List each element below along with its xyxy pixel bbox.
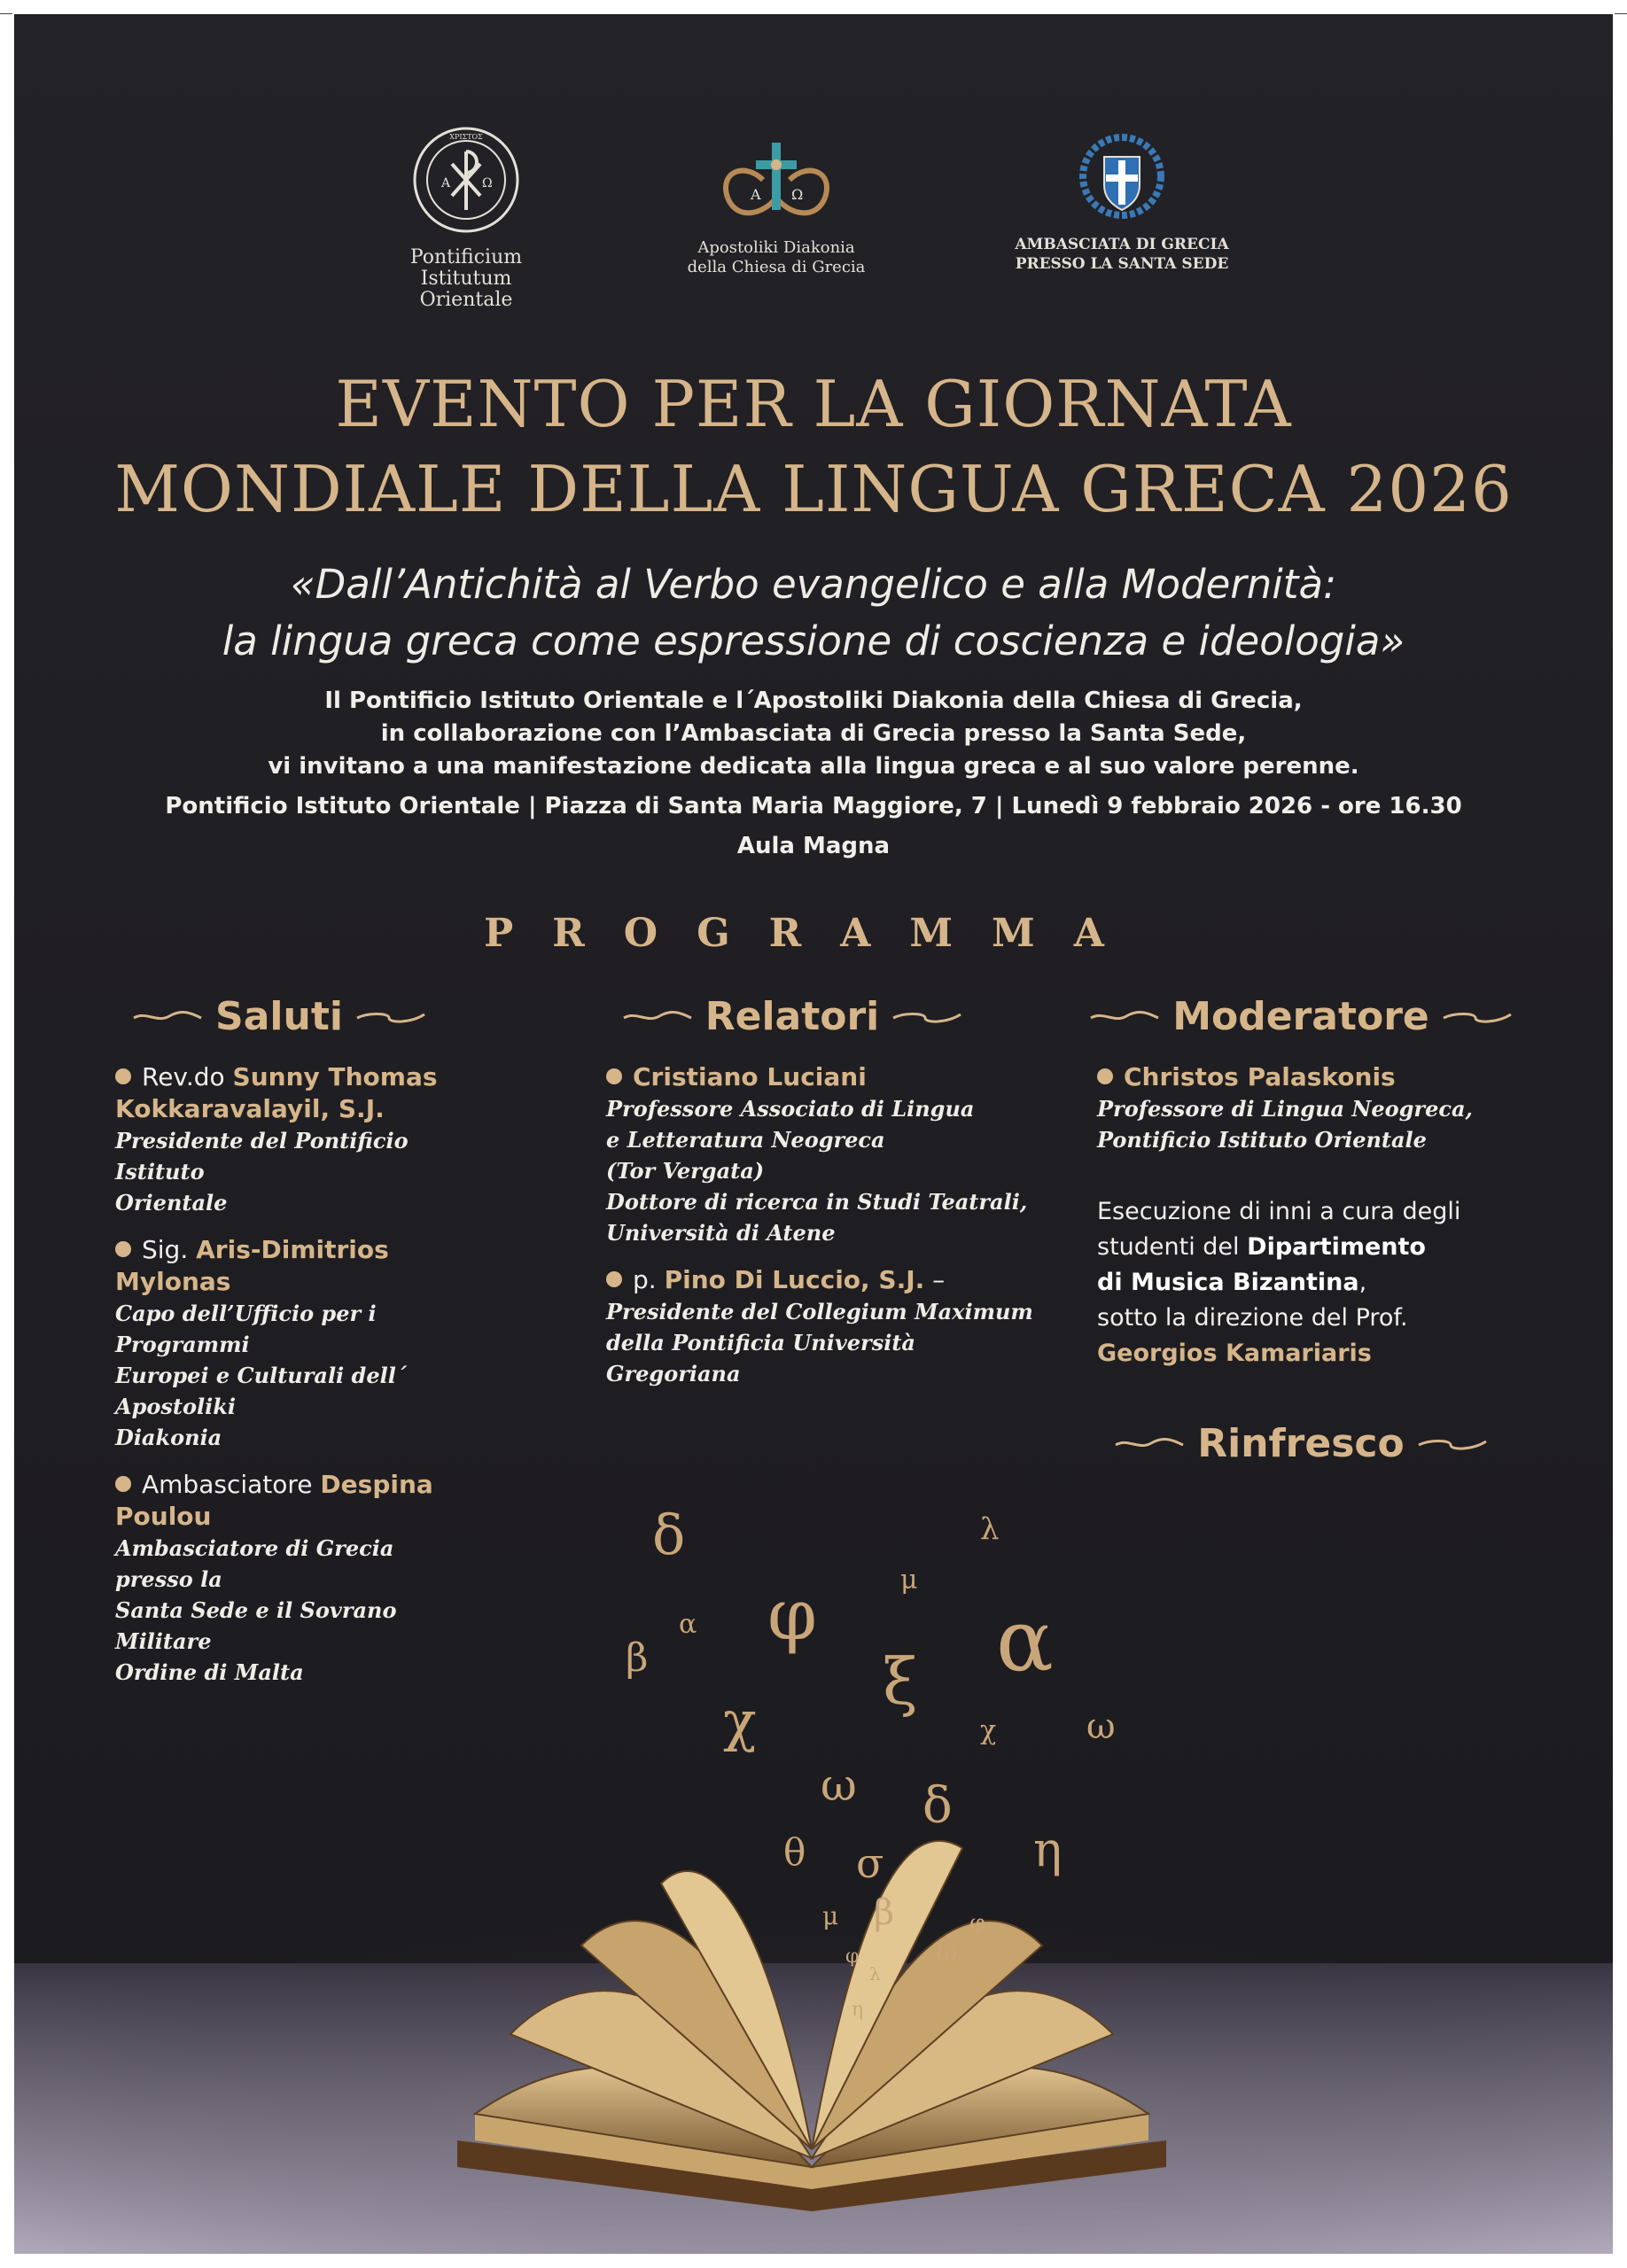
greek-letter: μ [822,1901,839,1930]
bullet-icon [606,1068,622,1084]
subtitle-line-2: la lingua greca come espressione di coscienza e ideologia» [222,617,1405,664]
greek-letter: φ [767,1573,818,1656]
apostoliki-emblem-icon [710,136,843,229]
role-line: Presidente del Pontificio Istituto [115,1128,409,1184]
pio-caption-1: Pontificium [409,246,523,268]
role-line: Professore Associato di Lingua [606,1096,975,1122]
role-line: Santa Sede e il Sovrano Militare [115,1597,397,1654]
swirl-right-icon [1417,1434,1488,1452]
greek-letter: η [1033,1821,1063,1877]
venue-room: Aula Magna [736,833,891,859]
speaker-name: Pino Di Luccio, S.J. [664,1265,925,1294]
hymns-dept: Dipartimento [1247,1233,1426,1261]
speaker-prefix: Sig. [142,1235,189,1264]
role-line: Università di Atene [606,1220,836,1246]
greek-letter: α [996,1591,1054,1690]
greek-letter: β [626,1635,649,1681]
moderatore-item [1097,1061,1522,1155]
hymns-line: sotto la direzione del Prof. [1097,1304,1408,1332]
subtitle-line-1: «Dall’Antichità al Verbo evangelico e alla Modernità: [290,561,1337,608]
svg-text:Ω: Ω [482,176,493,190]
greek-letter: ω [821,1759,857,1811]
intro-line-2: in collaborazione con l’Ambasciata di Grecia presso la Santa Sede, [380,720,1247,747]
role-line: Gregoriana [606,1361,741,1386]
programma-heading: PROGRAMMA [484,911,1143,956]
logo-row [14,125,1613,320]
crop-mark-top-left [0,13,12,14]
speaker-prefix: p. [633,1265,657,1294]
greek-letter: β [874,1892,895,1933]
greek-letter: φ [845,1946,860,1968]
role-line: Pontificio Istituto Orientale [1097,1127,1427,1153]
crop-mark-top-right [1615,13,1627,14]
greek-letter: θ [783,1830,806,1874]
speaker-name: Christos Palaskonis [1124,1062,1396,1091]
hymns-dept: di Musica Bizantina [1097,1269,1359,1296]
event-title [14,361,1613,532]
relatori-heading [535,989,1049,1044]
speaker-prefix: Rev.do [142,1062,225,1091]
greek-letter: ω [936,1937,958,1968]
pio-caption-3: Orientale [419,289,513,311]
hymns-text: studenti del [1097,1233,1240,1261]
speaker-role [115,1298,452,1453]
speaker-name: Despina Poulou [115,1470,433,1531]
role-line: Presidente del Collegium Maximum [606,1299,1033,1324]
greek-coat-of-arms-icon [1079,134,1164,222]
svg-text:ΧΡΙΣΤΟΣ: ΧΡΙΣΤΟΣ [449,133,483,141]
greek-letter: φ [969,1910,986,1937]
book-illustration [14,1467,1613,2254]
greek-letter: α [679,1609,697,1640]
speaker-name: Aris-Dimitrios Mylonas [115,1235,389,1296]
embassy-caption-2: PRESSO LA SANTA SEDE [1015,255,1229,273]
hymns-director: Georgios Kamariaris [1097,1340,1372,1367]
bullet-icon [606,1271,622,1287]
role-line: Ordine di Malta [115,1659,304,1685]
swirl-left-icon [132,1007,203,1025]
svg-text:Ω: Ω [791,186,804,203]
role-line: Dottore di ricerca in Studi Teatrali, [606,1189,1028,1215]
relatori-heading-label: Relatori [705,993,880,1039]
poster [14,14,1613,2254]
swirl-right-icon [1442,1007,1513,1025]
role-line: Orientale [115,1190,228,1216]
intro-line-1: Il Pontificio Istituto Orientale e l΄Apostoliki Diakonia della Chiesa di Grecia, [324,687,1303,714]
pio-logo [386,125,546,311]
greek-letter: λ [869,1963,881,1984]
greek-letter: δ [922,1777,953,1835]
saluti-item [115,1061,452,1218]
moderatore-heading-label: Moderatore [1172,993,1429,1039]
bullet-icon [115,1068,131,1084]
greek-letter: λ [980,1511,1000,1547]
title-line-2: MONDIALE DELLA LINGUA GRECA 2026 [114,452,1513,526]
greek-letter: ξ [883,1644,918,1719]
apostoliki-caption-1: Apostoliki Diakonia [697,238,855,257]
role-line: Professore di Lingua Neogreca, [1097,1096,1473,1122]
venue-date: Pontificio Istituto Orientale | Piazza di Santa Maria Maggiore, 7 | Lunedì 9 febbraio 2026 - ore 16.30 [165,793,1462,819]
speaker-role [606,1093,1049,1248]
apostoliki-logo [670,136,883,277]
speaker-name: Sunny Thomas Kokkaravalayil, S.J. [115,1062,438,1123]
rinfresco-heading [1079,1416,1522,1471]
svg-text:A: A [751,186,761,203]
relatori-item [606,1264,1049,1389]
invitation-text [14,685,1613,863]
moderatore-column [1097,989,1522,1471]
relatori-column [606,989,1049,1389]
role-line: Europei e Culturali dell΄ Apostoliki [115,1363,407,1419]
hymns-note [1097,1194,1522,1371]
swirl-right-icon [891,1007,962,1025]
saluti-heading-label: Saluti [215,993,343,1039]
swirl-left-icon [622,1007,693,1025]
relatori-item [606,1061,1049,1248]
swirl-left-icon [1114,1434,1185,1452]
speaker-role [606,1296,1049,1389]
swirl-right-icon [355,1007,426,1025]
title-line-1: EVENTO PER LA GIORNATA [335,367,1292,441]
pio-caption-2: Istitutum [420,268,512,290]
role-line: della Pontificia Università [606,1330,915,1355]
speaker-role [1097,1093,1522,1155]
hymns-text: , [1358,1269,1367,1296]
event-subtitle [14,556,1613,670]
embassy-caption-1: AMBASCIATA DI GRECIA [1015,236,1229,253]
speaker-role [115,1125,452,1218]
moderatore-heading [1079,989,1522,1044]
svg-text:A: A [441,176,451,190]
greek-letter: χ [723,1689,757,1753]
greek-letter: η [852,1999,864,2021]
saluti-heading [106,989,452,1044]
bullet-icon [1097,1068,1113,1084]
role-line: Diakonia [115,1425,222,1450]
greek-letter: μ [900,1565,918,1596]
apostoliki-caption-2: della Chiesa di Grecia [687,258,866,276]
role-line: Capo dell’Ufficio per i Programmi [115,1301,377,1357]
speaker-name: Cristiano Luciani [633,1062,867,1091]
rinfresco-label: Rinfresco [1197,1420,1405,1466]
embassy-logo [998,134,1246,274]
pio-emblem-icon [411,125,521,235]
speaker-prefix: Ambasciatore [142,1470,313,1499]
greek-letter: δ [652,1503,686,1567]
greek-letter: σ [856,1839,884,1887]
greek-letter: χ [980,1715,997,1746]
role-line: Ambasciatore di Grecia presso la [115,1535,394,1592]
role-line: (Tor Vergata) [606,1158,765,1184]
saluti-item [115,1234,452,1453]
role-line: e Letteratura Neogreca [606,1127,885,1153]
speaker-suffix: – [924,1265,946,1294]
swirl-left-icon [1089,1007,1160,1025]
intro-line-3: vi invitano a una manifestazione dedicata alla lingua greca e al suo valore perenne. [268,753,1359,780]
bullet-icon [115,1241,131,1257]
greek-letter: ω [1086,1706,1116,1747]
hymns-line: Esecuzione di inni a cura degli [1097,1198,1461,1225]
